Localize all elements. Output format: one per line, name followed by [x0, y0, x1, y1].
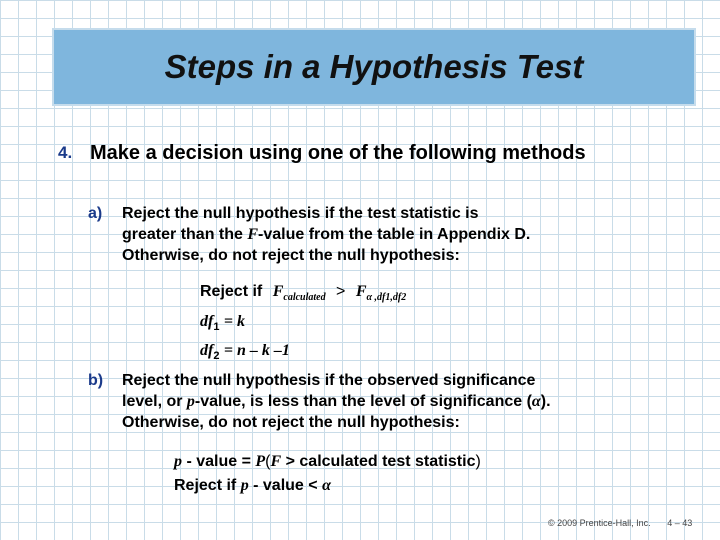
- item-b-var-p: p: [186, 393, 195, 410]
- formula-b-line1: [174, 450, 481, 474]
- item-b-line3: Otherwise, do not reject the null hypothesis:: [122, 414, 460, 431]
- formula-b-line2: [174, 474, 481, 498]
- item-b-line2-pre: level, or: [122, 393, 187, 410]
- f-calculated: F: [272, 283, 284, 300]
- p-var: p: [174, 453, 182, 470]
- item-b-alpha: α: [531, 393, 541, 410]
- item-a-body: [122, 203, 682, 266]
- f-var: F: [270, 453, 282, 470]
- open-paren: (: [265, 453, 271, 470]
- item-a-line3: Otherwise, do not reject the null hypothesis:: [122, 247, 460, 264]
- title-box: [52, 28, 696, 106]
- formula-a-line1: [200, 280, 406, 310]
- formula-a: [200, 280, 406, 369]
- formula-a-line2: [200, 310, 406, 339]
- formula-b: [174, 450, 481, 498]
- step-text: Make a decision using one of the following methods: [90, 142, 586, 164]
- item-b-line2: [122, 391, 682, 412]
- item-a-var-f: F: [247, 226, 259, 243]
- alpha-var: α: [322, 477, 331, 494]
- gt-sign: >: [336, 283, 346, 300]
- df2-lhs: df: [200, 342, 214, 360]
- item-a-line2-post: -value from the table in Appendix D.: [258, 226, 531, 243]
- formula-a-line3: [200, 339, 406, 368]
- item-a-line2-pre: greater than the: [122, 226, 248, 243]
- prob-P: P: [255, 453, 266, 470]
- p-value-lt: - value <: [248, 477, 323, 494]
- f-critical-sub: α ,df1,df2: [366, 292, 407, 304]
- df1-lhs: df: [200, 313, 214, 331]
- df2-rhs: = n – k –1: [223, 342, 290, 360]
- step-number: 4.: [58, 143, 73, 162]
- f-critical: F: [355, 283, 367, 300]
- page-number: 4 – 43: [667, 518, 693, 528]
- item-b-line2-end: ).: [540, 393, 551, 410]
- item-b-label: b): [88, 372, 104, 389]
- df1-rhs: = k: [223, 313, 246, 331]
- copyright: © 2009 Prentice-Hall, Inc.: [548, 518, 651, 528]
- close-paren: ): [475, 453, 481, 470]
- item-b-line1: Reject the null hypothesis if the observed significance: [122, 372, 536, 389]
- p-value-eq: - value =: [182, 453, 256, 470]
- p-var-2: p: [240, 477, 249, 494]
- item-b-body: [122, 370, 682, 433]
- slide-title: Steps in a Hypothesis Test: [164, 48, 584, 85]
- footer: [548, 518, 692, 528]
- df2-sub: 2: [213, 350, 220, 363]
- item-a-line1: Reject the null hypothesis if the test statistic is: [122, 205, 479, 222]
- f-calculated-sub: calculated: [283, 292, 326, 304]
- reject-if-label-b: Reject if: [174, 477, 241, 494]
- item-a-label: a): [88, 205, 103, 222]
- df1-sub: 1: [213, 321, 220, 334]
- item-b-line2-post: -value, is less than the level of significance (: [194, 393, 532, 410]
- gt-calculated: > calculated test statistic: [281, 453, 476, 470]
- item-a-line2: [122, 224, 682, 245]
- reject-if-label: Reject if: [200, 283, 263, 300]
